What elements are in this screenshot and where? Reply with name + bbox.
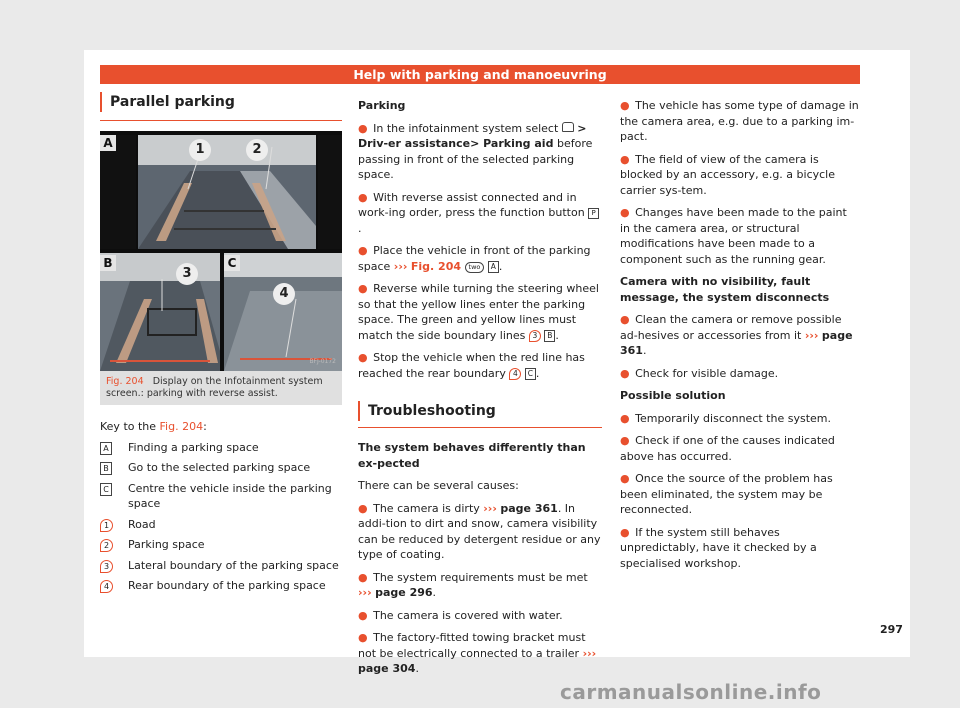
callout-2: 2	[246, 139, 268, 161]
parking-step-3-pre: Place the vehicle in front of the parking space	[358, 244, 591, 273]
cause-2	[358, 570, 602, 601]
bullet-icon: ●	[620, 434, 630, 447]
parking-step-5-pre: Stop the vehicle when the red line has reached the rear boundary	[358, 351, 585, 380]
camera-step-1-post: .	[642, 344, 647, 357]
bullet-icon: ●	[358, 631, 368, 644]
troubleshooting-heading: Troubleshooting	[358, 401, 602, 421]
bullet-icon: ●	[358, 282, 368, 295]
parking-heading: Parking	[358, 99, 406, 112]
key-text-3: Lateral boundary of the parking space	[128, 558, 339, 572]
panel-b-sky	[100, 253, 220, 281]
cause-5-text: The vehicle has some type of damage in the camera area, e.g. due to a parking im-pact.	[620, 99, 859, 143]
key-row-a	[100, 440, 342, 456]
page-number: 297	[880, 623, 903, 636]
key-badge-a: A	[100, 442, 112, 455]
parking-step-4-num: 3	[529, 330, 541, 342]
key-badge-2: 2	[100, 539, 113, 552]
parking-step-3-end: .	[498, 259, 503, 273]
parking-step-3-figure-link[interactable]: Fig. 204	[410, 259, 462, 273]
key-text-a: Finding a parking space	[128, 440, 259, 454]
troubleshooting-intro: There can be several causes:	[358, 479, 519, 492]
bullet-icon: ●	[358, 501, 368, 515]
key-row-1	[100, 517, 342, 533]
key-badge-4: 4	[100, 580, 113, 593]
camera-step-1-pre: Clean the camera or remove possible ad-hesives or accessories from it	[620, 313, 842, 342]
cause-4	[358, 630, 602, 677]
key-row-b	[100, 460, 342, 476]
key-badge-b: B	[100, 462, 112, 475]
figure-caption	[100, 371, 342, 405]
solution-step-2-text: Check if one of the causes indicated above has occurred.	[620, 434, 835, 463]
parking-step-1-pre: In the infotainment system select	[373, 121, 559, 135]
panel-c-sky	[224, 253, 342, 277]
cause-3	[358, 608, 602, 624]
cause-5	[620, 98, 860, 145]
key-row-3	[100, 558, 342, 574]
solution-step-1	[620, 411, 860, 427]
cross-reference-arrow-icon: ›››	[804, 328, 819, 342]
figure-204	[100, 131, 342, 371]
figure-label-a: A	[100, 135, 116, 151]
bullet-icon: ●	[358, 570, 368, 584]
troubleshooting-rule	[358, 427, 602, 428]
key-badge-1: 1	[100, 519, 113, 532]
figure-label-c: C	[224, 255, 240, 271]
bullet-icon: ●	[358, 121, 368, 135]
cause-2-post: .	[432, 586, 437, 599]
parking-step-1-post: before passing in front of the selected parking space.	[358, 137, 593, 181]
camera-display-illustration	[100, 131, 342, 371]
cause-7-text: Changes have been made to the paint in the camera area, or structural modifications have been made to a component such as the running gear.	[620, 206, 847, 266]
section-rule	[100, 120, 342, 121]
parking-step-4-key: B	[544, 330, 555, 342]
bullet-icon: ●	[620, 525, 630, 539]
solution-step-2	[620, 433, 860, 464]
key-text-1: Road	[128, 517, 156, 531]
cause-1-post: . In addi-tion to dirt and snow, camera visibility can be reduced by detergent residue or any type of coating.	[358, 501, 601, 561]
parking-step-4-end: .	[555, 328, 559, 342]
cross-reference-arrow-icon: ›››	[393, 259, 408, 273]
cause-1-pre: The camera is dirty	[373, 501, 480, 515]
caption-figure-number: Fig. 204	[106, 376, 144, 387]
key-badge-3: 3	[100, 560, 113, 573]
cause-4-pre: The factory-fitted towing bracket must not be electrically connected to a trailer	[358, 631, 586, 660]
column-right	[620, 98, 860, 578]
callout-3: 3	[176, 263, 198, 285]
cause-4-page-link[interactable]: page 304	[358, 662, 416, 675]
chapter-header: Help with parking and manoeuvring	[100, 65, 860, 84]
key-figure-link[interactable]: Fig. 204	[159, 420, 204, 433]
parking-step-1	[358, 121, 602, 183]
cause-6-text: The field of view of the camera is blocked by an accessory, e.g. a bicycle carrier sys-tem.	[620, 152, 836, 197]
column-middle	[358, 98, 602, 684]
callout-1: 1	[189, 139, 211, 161]
parking-step-4	[358, 281, 602, 343]
solution-subhead: Possible solution	[620, 389, 726, 402]
parking-step-5	[358, 350, 602, 381]
bullet-icon: ●	[358, 608, 368, 622]
section-title: Parallel parking	[100, 92, 342, 112]
panel-a-left-bar	[100, 135, 136, 249]
parking-step-1-menu-path: > Driv-er assistance> Parking aid	[358, 121, 587, 150]
bullet-icon: ●	[620, 206, 630, 219]
solution-step-3-text: Once the source of the problem has been eliminated, the system may be reconnected.	[620, 472, 833, 516]
camera-step-1-page-link[interactable]: page 361	[620, 328, 853, 357]
parking-step-2-text: With reverse assist connected and in work-ing order, press the function button	[358, 190, 585, 219]
key-text-b: Go to the selected parking space	[128, 461, 311, 474]
parking-step-2-end: .	[358, 221, 362, 235]
parking-step-2	[358, 190, 602, 237]
cause-3-text: The camera is covered with water.	[373, 608, 563, 622]
cause-1	[358, 501, 602, 563]
parking-step-5-key: C	[525, 368, 536, 380]
solution-step-4-text: If the system still behaves unpredictably, have it checked by a specialised workshop.	[620, 525, 817, 570]
caption-text: Display on the Infotainment system screen.: parking with reverse assist.	[106, 376, 323, 399]
key-intro-text: Key to the	[100, 420, 157, 433]
bullet-icon: ●	[620, 472, 630, 485]
cause-4-post: .	[415, 662, 419, 675]
key-row-4	[100, 578, 342, 594]
troubleshooting-subhead: The system behaves differently than ex-pected	[358, 441, 586, 470]
parking-step-4-pre: Reverse while turning the steering wheel so that the yellow lines enter the parking space. The green and yellow lines must match the side boundary lines	[358, 282, 599, 342]
bullet-icon: ●	[358, 190, 368, 204]
cross-reference-arrow-icon: ›››	[483, 501, 497, 515]
camera-subhead: Camera with no visibility, fault message, the system disconnects	[620, 275, 830, 304]
bullet-icon: ●	[358, 244, 368, 257]
panel-a-sky	[138, 135, 316, 165]
key-row-c	[100, 481, 342, 512]
bullet-icon: ●	[620, 152, 630, 166]
key-text-c: Centre the vehicle inside the parking space	[128, 481, 332, 510]
cause-7	[620, 205, 860, 267]
cause-2-page-link[interactable]: page 296	[375, 586, 433, 599]
camera-step-1	[620, 312, 860, 359]
cross-reference-arrow-icon: ›››	[582, 646, 597, 660]
figure-reference-code: BFJ-0172	[309, 357, 336, 365]
key-colon: :	[203, 420, 207, 433]
key-text-4: Rear boundary of the parking space	[128, 579, 326, 592]
column-left	[100, 92, 342, 594]
key-row-2	[100, 537, 342, 553]
camera-step-2	[620, 366, 860, 382]
cause-1-page-link[interactable]: page 361	[500, 501, 558, 515]
watermark: carmanualsonline.info	[560, 680, 822, 704]
bullet-icon: ●	[358, 351, 368, 364]
panel-a-right-bar	[318, 135, 342, 249]
cause-2-pre: The system requirements must be met	[373, 570, 588, 584]
car-menu-icon	[562, 122, 574, 132]
cross-reference-arrow-icon: ›››	[358, 586, 372, 599]
parking-step-3-key: A	[488, 261, 499, 273]
parking-step-3-pill: two	[465, 262, 485, 273]
camera-step-2-text: Check for visible damage.	[635, 366, 779, 380]
cause-6	[620, 152, 860, 199]
bullet-icon: ●	[620, 99, 630, 112]
key-badge-c: C	[100, 483, 112, 496]
bullet-icon: ●	[620, 411, 630, 425]
key-intro	[100, 419, 342, 435]
parking-button-icon: P	[588, 208, 599, 219]
bullet-icon: ●	[620, 313, 630, 326]
parking-step-5-end: .	[535, 366, 540, 380]
figure-label-b: B	[100, 255, 116, 271]
solution-step-1-text: Temporarily disconnect the system.	[635, 411, 831, 425]
bullet-icon: ●	[620, 366, 630, 380]
parking-step-5-num: 4	[509, 368, 521, 380]
callout-4: 4	[273, 283, 295, 305]
key-text-2: Parking space	[128, 538, 205, 551]
solution-step-3	[620, 471, 860, 518]
solution-step-4	[620, 525, 860, 572]
parking-step-3	[358, 243, 602, 274]
